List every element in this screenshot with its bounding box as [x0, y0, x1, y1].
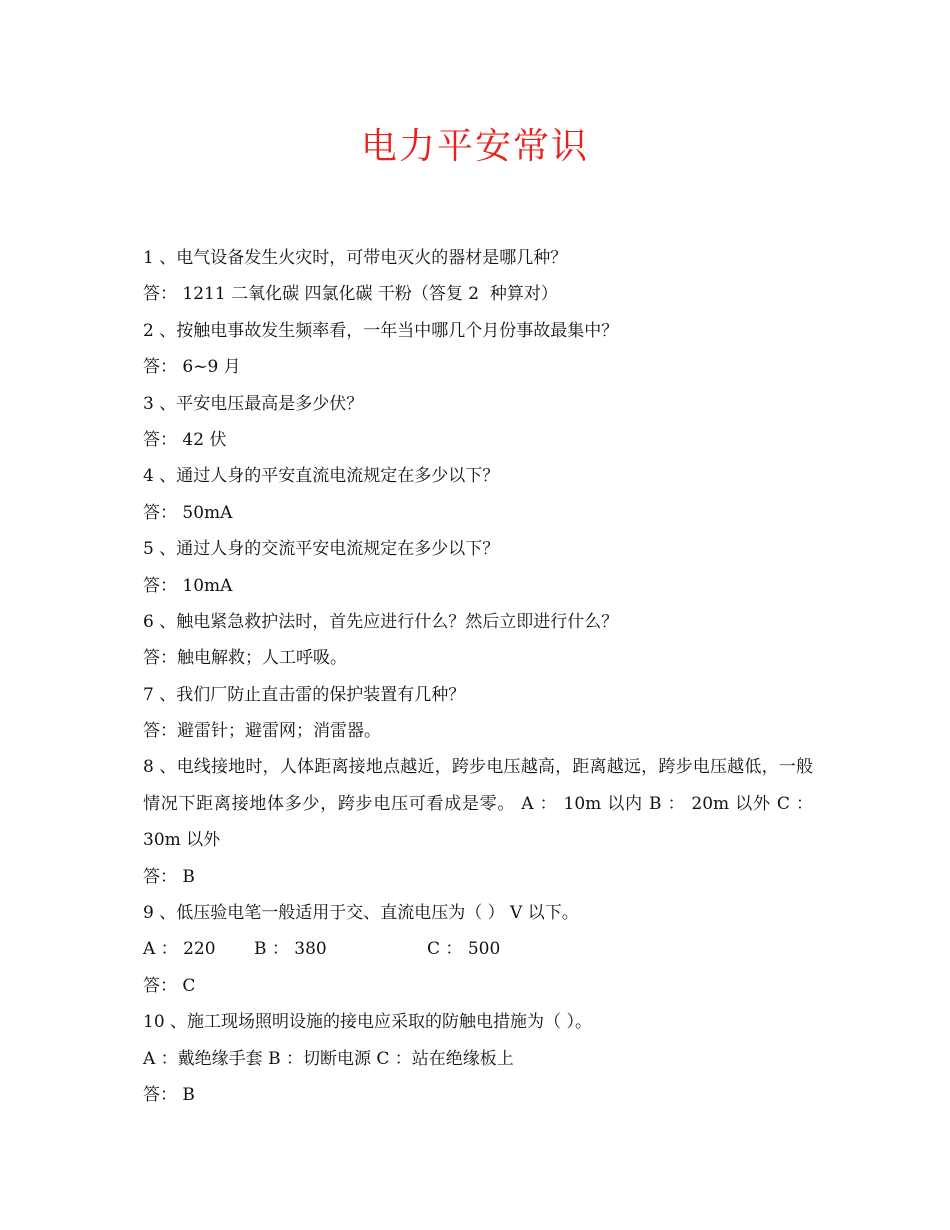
question-2: 2 、按触电事故发生频率看，一年当中哪几个月份事故最集中？ [143, 320, 619, 341]
answer-8: 答： B [143, 866, 195, 887]
answer-2: 答： 6~9 月 [143, 357, 241, 378]
option-9-b: B ： 380 [254, 939, 327, 960]
question-8: 8 、电线接地时，人体距离接地点越近，跨步电压越高，距离越远，跨步电压越低，一般情况下距离接地体多少，跨步电压可看成是零。 A ： 10m 以内 B ： 20m 以外 C ： 30m 以外 [143, 757, 813, 851]
answer-4: 答： 50mA [143, 502, 233, 523]
options-10: A ：戴绝缘手套 B ：切断电源 C ：站在绝缘板上 [143, 1048, 514, 1069]
option-9-c: C ： 500 [427, 939, 501, 960]
question-10: 10 、施工现场照明设施的接电应采取的防触电措施为（ ）。 [143, 1012, 592, 1033]
question-5: 5 、通过人身的交流平安电流规定在多少以下？ [143, 539, 500, 560]
question-1: 1 、电气设备发生火灾时，可带电灭火的器材是哪几种？ [143, 248, 568, 268]
page-title: 电力平安常识 [360, 126, 589, 167]
question-3: 3 、平安电压最高是多少伏？ [143, 393, 364, 414]
answer-1: 答： 1211 二氧化碳 四氯化碳 干粉（答复 2 种算对） [143, 284, 558, 305]
answer-7: 答：避雷针；避雷网；消雷器。 [143, 721, 381, 742]
answer-6: 答：触电解救；人工呼吸。 [143, 648, 347, 669]
options-9 [143, 931, 813, 967]
answer-10: 答： B [143, 1085, 195, 1106]
option-9-a: A ： 220 [143, 939, 216, 960]
qa-body [143, 240, 813, 1113]
question-9: 9 、低压验电笔一般适用于交、直流电压为（ ） V 以下。 [143, 903, 579, 924]
question-4: 4 、通过人身的平安直流电流规定在多少以下？ [143, 466, 500, 487]
answer-3: 答： 42 伏 [143, 429, 227, 450]
answer-9: 答： C [143, 975, 196, 996]
answer-5: 答： 10mA [143, 575, 233, 596]
question-7: 7 、我们厂防止直击雷的保护装置有几种？ [143, 684, 466, 705]
question-6: 6 、触电紧急救护法时，首先应进行什么？然后立即进行什么？ [143, 611, 619, 632]
